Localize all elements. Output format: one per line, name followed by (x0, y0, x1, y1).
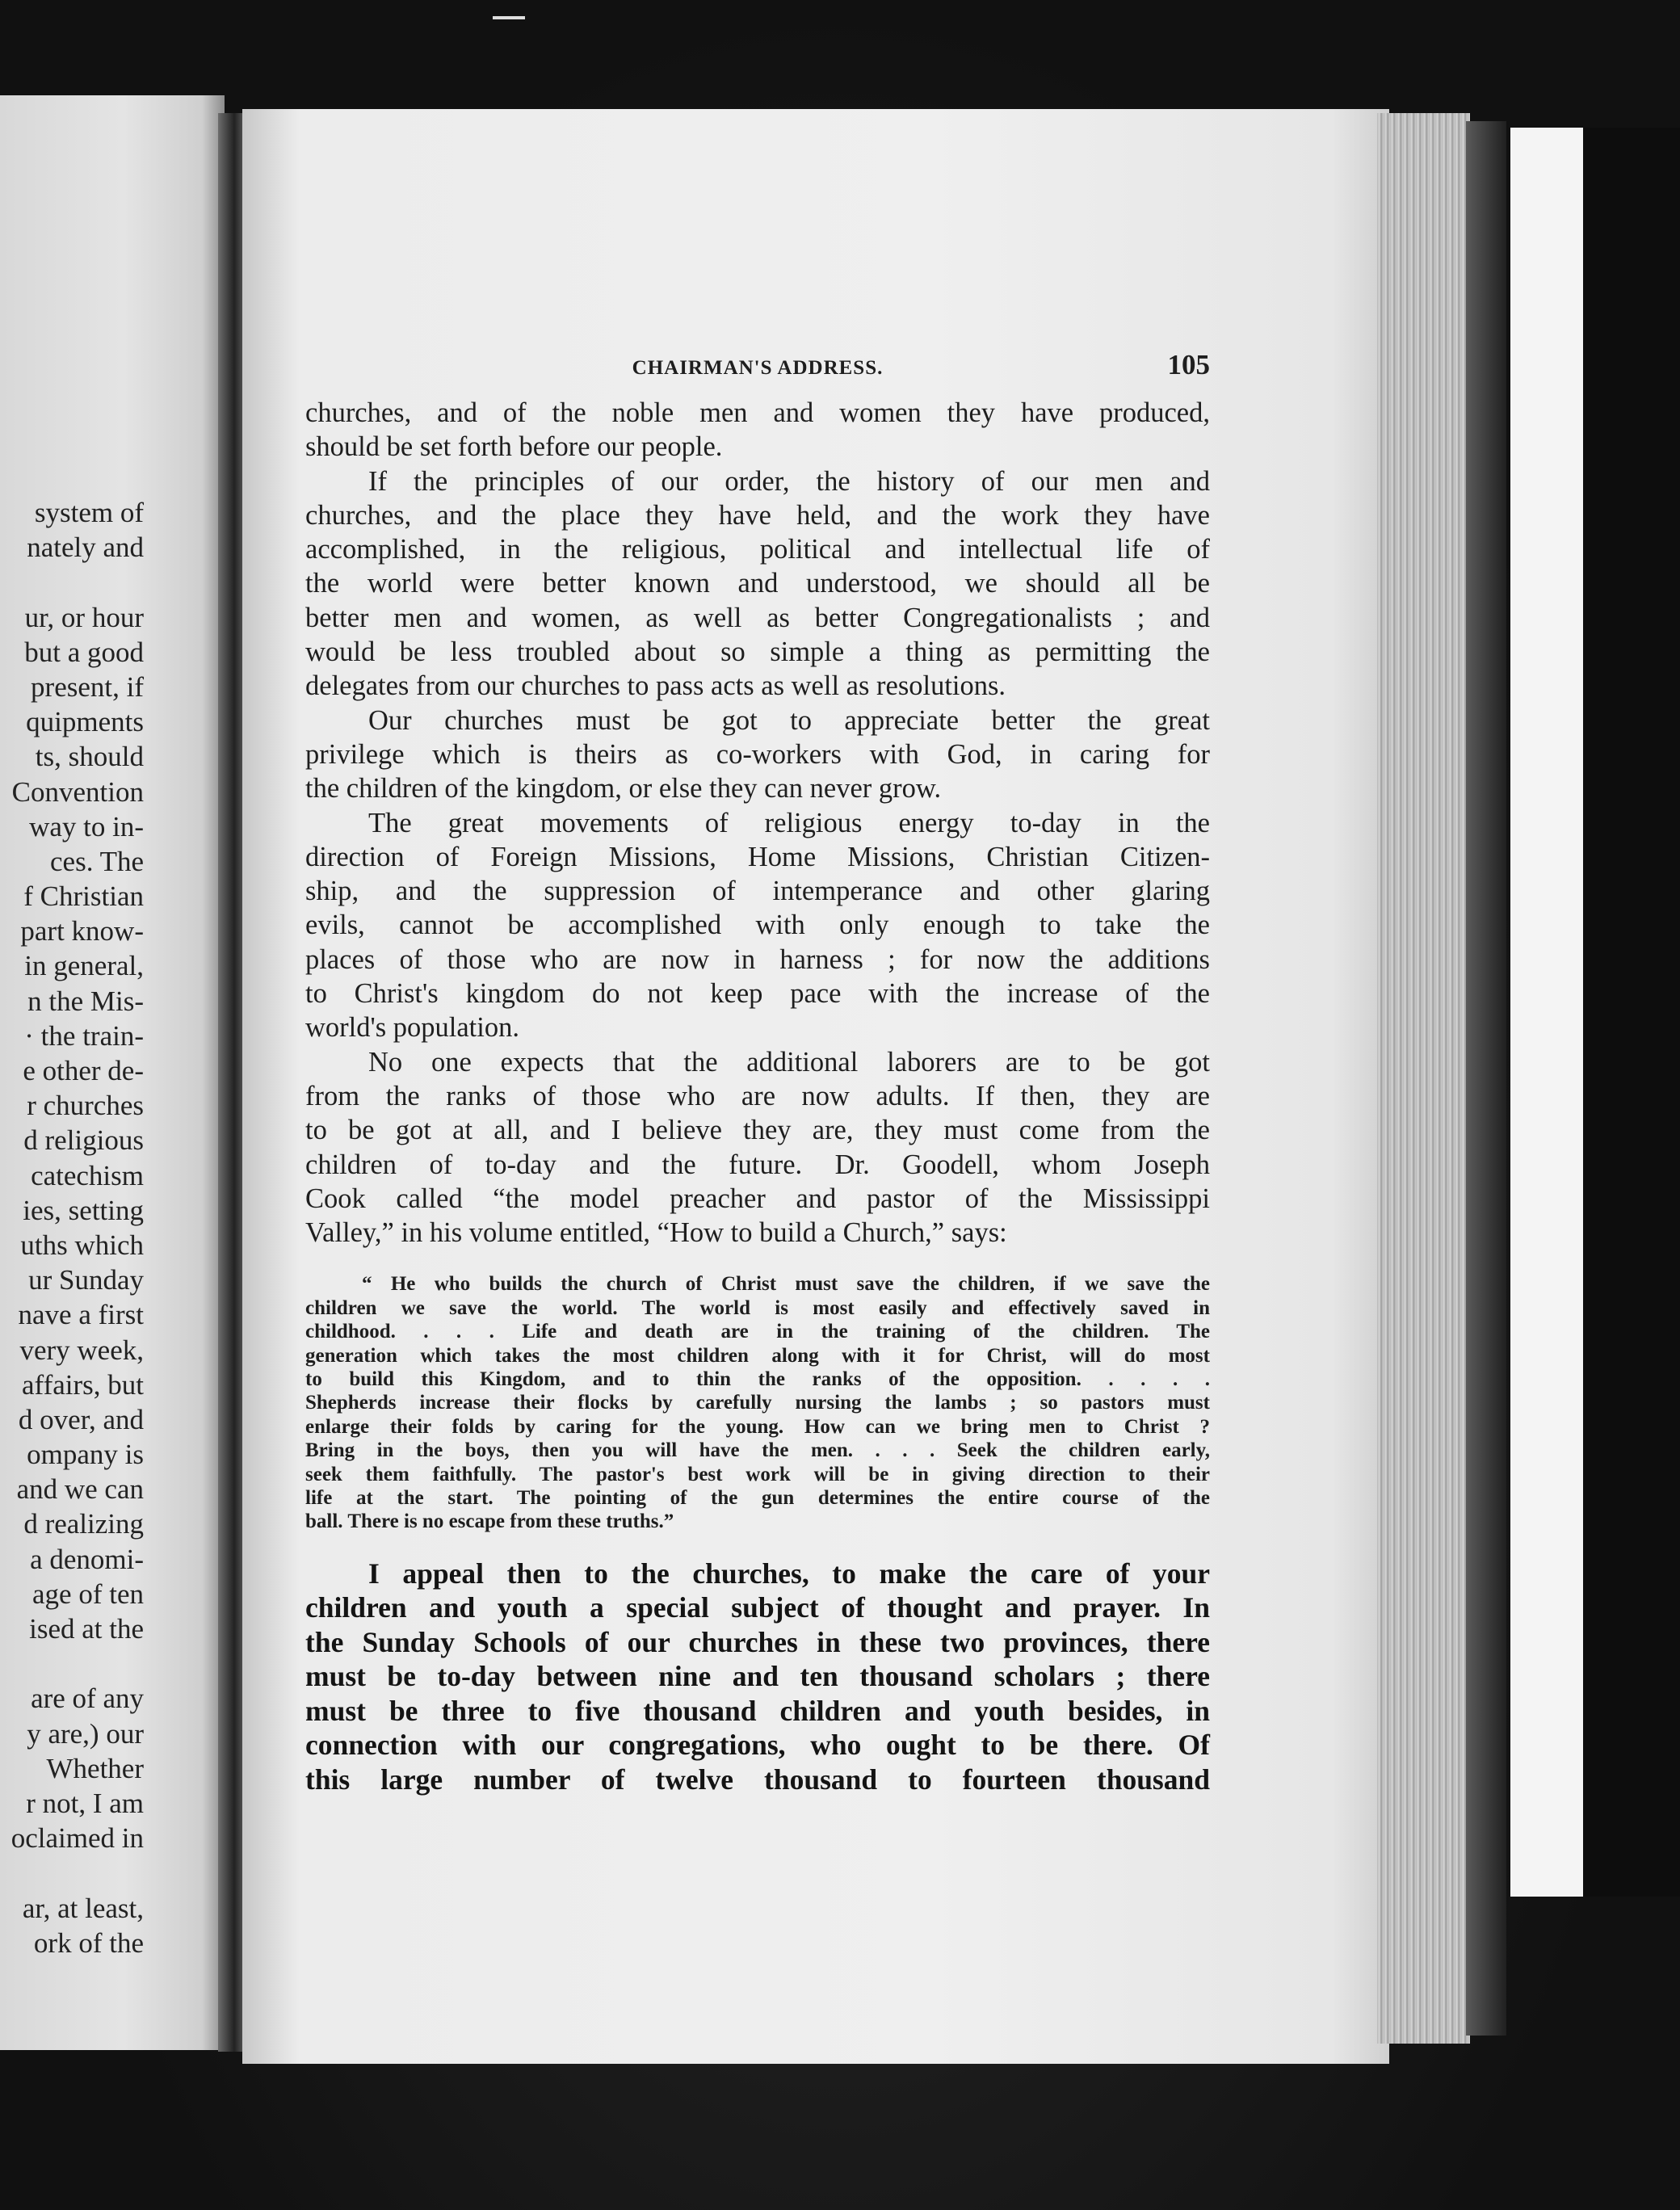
running-head (305, 347, 1210, 396)
quote-line: life at the start. The pointing of the gun determines the entire course of the (305, 1486, 1210, 1509)
previous-page-line: Convention (11, 775, 144, 808)
previous-page-line: · the train- (24, 1019, 144, 1052)
previous-page-line: way to in- (29, 810, 144, 842)
text-line: would be less troubled about so simple a thing as permitting the (305, 637, 1210, 668)
previous-page-line: ompany is (27, 1439, 144, 1471)
text-line: should be set forth before our people. (305, 431, 723, 463)
previous-page-line: a denomi- (30, 1543, 144, 1575)
text-line: connection with our congregations, who ought to be there. Of (305, 1729, 1210, 1762)
text-line: delegates from our churches to pass acts as well as resolutions. (305, 670, 1006, 702)
text-line: privilege which is theirs as co-workers with God, in caring for (305, 738, 1210, 770)
text-line: world's population. (305, 1012, 519, 1044)
text-line: to be got at all, and I believe they are, they must come from the (305, 1115, 1210, 1146)
text-line: ship, and the suppression of intemperance and other glaring (305, 876, 1210, 907)
text-line: the children of the kingdom, or else they can never grow. (305, 773, 942, 805)
previous-page-line: ces. The (50, 845, 144, 877)
quote-line: “ He who builds the church of Christ must save the children, if we save the (362, 1273, 1210, 1296)
previous-page-line: ur Sunday (28, 1264, 144, 1296)
previous-page-line: ies, setting (23, 1194, 144, 1226)
text-line: The great movements of religious energy to-day in the (368, 807, 1210, 838)
text-line: direction of Foreign Missions, Home Missions, Christian Citizen- (305, 841, 1210, 872)
previous-page-line: ork of the (33, 1926, 144, 1959)
text-line: evils, cannot be accomplished with only enough to take the (305, 910, 1210, 941)
previous-page-line: nately and (27, 531, 144, 564)
previous-page-line: nave a first (18, 1299, 144, 1331)
previous-page-line: catechism (31, 1159, 144, 1191)
body-paragraphs (305, 396, 1210, 1250)
scan-mark (493, 16, 525, 19)
previous-page-line: and we can (16, 1473, 144, 1506)
previous-page-line: oclaimed in (10, 1822, 144, 1855)
page-content (305, 347, 1210, 1796)
quote-line: generation which takes the most children along with it for Christ, will do most (305, 1344, 1210, 1367)
text-line: the world were better known and understood, we should all be (305, 568, 1210, 599)
previous-page-line: f Christian (23, 880, 144, 913)
text-line: the Sunday Schools of our churches in these two provinces, there (305, 1625, 1210, 1658)
text-line: from the ranks of those who are now adults. If then, they are (305, 1080, 1210, 1111)
text-line: I appeal then to the churches, to make the care of your (368, 1557, 1210, 1590)
previous-page-line: n the Mis- (27, 985, 144, 1017)
quote-line: enlarge their folds by caring for the young. How can we bring men to Christ ? (305, 1415, 1210, 1438)
quote-line: ball. There is no escape from these truths.” (305, 1510, 674, 1533)
block-quote (305, 1272, 1210, 1533)
previous-page-line: uths which (20, 1229, 144, 1261)
text-line: Cook called “the model preacher and pastor of the Mississippi (305, 1183, 1210, 1214)
quote-line: seek them faithfully. The pastor's best work will be in giving direction to their (305, 1463, 1210, 1485)
previous-page-line (11, 565, 144, 599)
text-line: places of those who are now in harness ; for now the additions (305, 943, 1210, 975)
text-line: Our churches must be got to appreciate better the great (368, 704, 1210, 736)
quote-line: Shepherds increase their flocks by carefully nursing the lambs ; so pastors must (305, 1392, 1210, 1414)
previous-page-line: r not, I am (26, 1787, 144, 1819)
previous-page-line: quipments (26, 706, 144, 738)
previous-page (0, 95, 225, 2050)
previous-page-line: affairs, but (22, 1368, 144, 1401)
text-line: children of to-day and the future. Dr. Goodell, whom Joseph (305, 1149, 1210, 1180)
previous-page-line: present, if (31, 670, 144, 703)
previous-page-line: but a good (24, 636, 144, 668)
quote-line: childhood. . . . Life and death are in the training of the children. The (305, 1321, 1210, 1343)
previous-page-line: y are,) our (27, 1717, 144, 1750)
text-line: must be three to five thousand children and youth besides, in (305, 1694, 1210, 1727)
background-white-strip (1510, 128, 1583, 1897)
text-line: children and youth a special subject of thought and prayer. In (305, 1591, 1210, 1624)
previous-page-line: are of any (31, 1683, 144, 1715)
page-edges (1377, 113, 1470, 2044)
previous-page-line: e other de- (23, 1055, 144, 1086)
text-line: churches, and of the noble men and women they have produced, (305, 397, 1210, 428)
background-black-strip (1583, 128, 1680, 1897)
text-line: this large number of twelve thousand to fourteen thousand (305, 1763, 1210, 1796)
quote-line: Bring in the boys, then you will have the men. . . . Seek the children early, (305, 1439, 1210, 1462)
previous-page-line: part know- (20, 915, 144, 947)
text-line: If the principles of our order, the history of our men and (368, 465, 1210, 497)
previous-page-line (11, 1855, 144, 1890)
text-line: churches, and the place they have held, and the work they have (305, 499, 1210, 531)
text-line: Valley,” in his volume entitled, “How to build a Church,” says: (305, 1217, 1007, 1249)
text-line: accomplished, in the religious, political and intellectual life of (305, 534, 1210, 565)
text-line: No one expects that the additional laborers are to be got (368, 1046, 1210, 1078)
previous-page-line: ur, or hour (24, 601, 144, 633)
edge-shadow (1466, 121, 1506, 2036)
previous-page-line: very week, (19, 1334, 144, 1366)
text-line: to Christ's kingdom do not keep pace with the increase of the (305, 978, 1210, 1010)
previous-page-line: ts, should (35, 741, 144, 773)
quote-line: to build this Kingdom, and to thin the ranks of the opposition. . . . . (305, 1368, 1210, 1390)
running-title: CHAIRMAN'S ADDRESS. (632, 357, 884, 379)
previous-page-line: ar, at least, (22, 1892, 144, 1924)
body-paragraphs-continued (305, 1557, 1210, 1797)
previous-page-line: r churches (27, 1090, 144, 1122)
previous-page-line: d over, and (18, 1403, 144, 1435)
previous-page-line (11, 1646, 144, 1681)
previous-page-line: system of (34, 497, 144, 528)
text-line: better men and women, as well as better Congregationalists ; and (305, 602, 1210, 633)
previous-page-text (11, 495, 144, 1960)
page-number: 105 (1167, 349, 1210, 380)
previous-page-line: in general, (24, 950, 144, 982)
previous-page-line: d religious (23, 1124, 144, 1157)
previous-page-line: Whether (46, 1752, 144, 1784)
previous-page-line: age of ten (32, 1578, 144, 1610)
previous-page-line: d realizing (23, 1508, 144, 1540)
quote-line: children we save the world. The world is most easily and effectively saved in (305, 1296, 1210, 1319)
text-line: must be to-day between nine and ten thousand scholars ; there (305, 1660, 1210, 1693)
previous-page-line: ised at the (29, 1613, 144, 1645)
